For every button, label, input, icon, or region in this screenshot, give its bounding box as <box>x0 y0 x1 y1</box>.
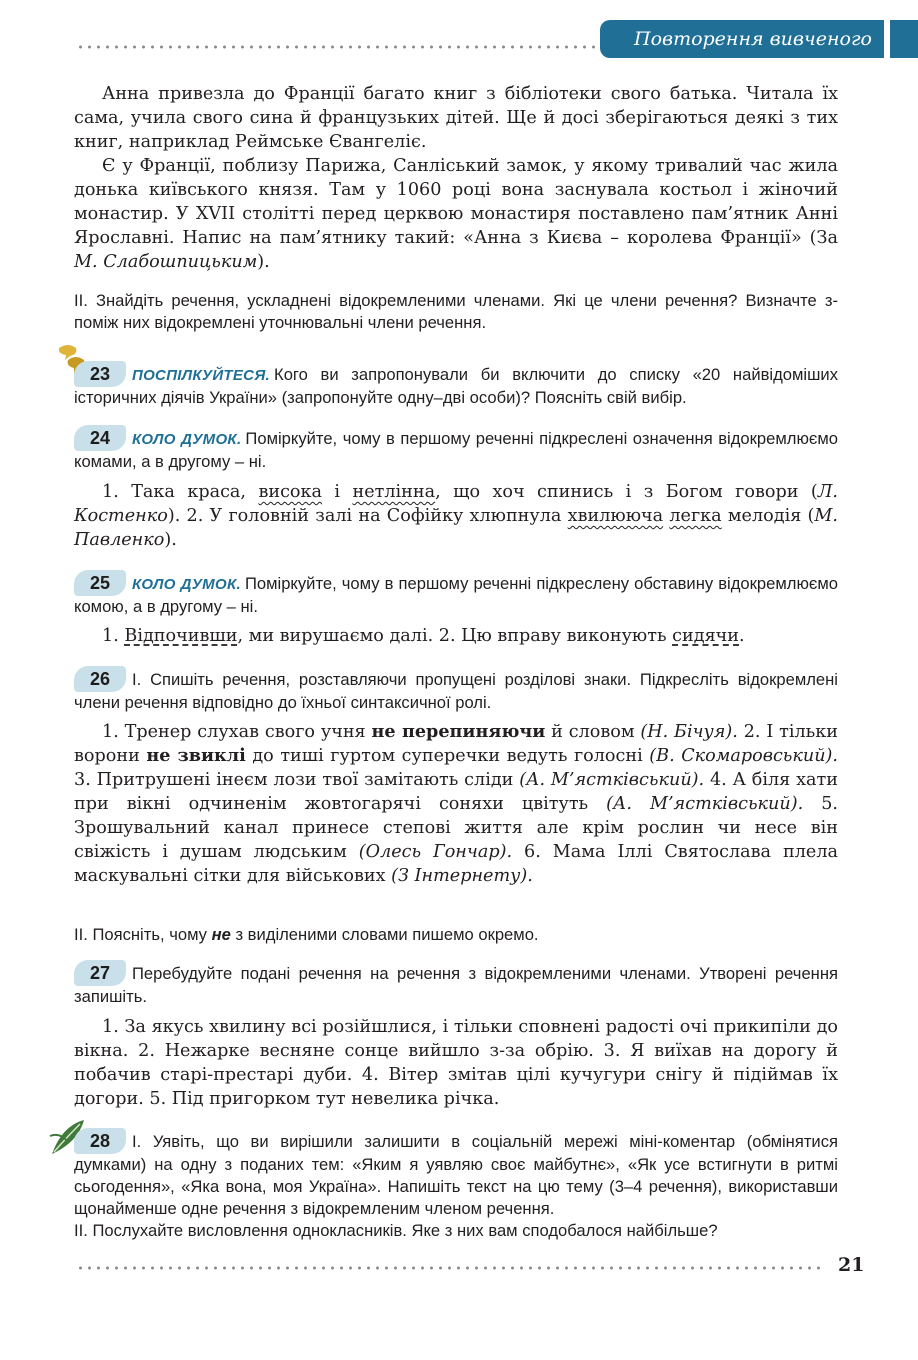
intro-paragraph-2-text: Є у Франції, поблизу Парижа, Санліський замок, у якому тривалий час жила донька київського князя. Там у 1060 році вона заснувала костьол і жіночий монастир. У XVII столітті перед церквою монастиря поставлено пам’ятник Анні Ярославні. Напис на пам’ятнику такий: «Анна з Києва – королева Франції» (За <box>74 156 838 248</box>
source-author: (А. М’ястківський). <box>606 794 804 814</box>
source-author: (В. Скомаровський). <box>649 746 838 766</box>
exercise-tag: КОЛО ДУМОК. <box>132 431 242 448</box>
exercise-24 <box>74 425 838 473</box>
underlined-attribute: легка <box>669 506 722 526</box>
header-dotted-rule <box>76 44 598 50</box>
page-number: 21 <box>838 1254 865 1276</box>
exercise-number-badge: 25 <box>74 570 126 596</box>
highlighted-word: не <box>211 925 231 944</box>
underlined-attribute: нетлінна <box>352 482 436 502</box>
exercise-number-badge: 26 <box>74 666 126 692</box>
exercise-27-sentences <box>74 1015 838 1111</box>
source-author: (А. М’ястківський). <box>519 770 705 790</box>
example-sentences: 1. Тренер слухав свого учня не перепиняючи й словом (Н. Бічуя). 2. І тільки ворони не звиклі до тиші гуртом суперечки ведуть голосні (В. Скомаровський). 3. Притрушені інеєм лози твої замітають сліди (А. М’ястківський). 4. А біля хати при вікні одчиненім жовтогарячі соняхи цвітуть (А. М’ястківський). 5. Зрошувальний канал принесе степові життя але крім рослин чи несе він свіжість і душам людським (Олесь Гончар). 6. Мама Іллі Святослава плела маскувальні сітки для військових (З Інтернету). <box>74 721 838 886</box>
source-author: (Олесь Гончар). <box>358 842 513 862</box>
exercise-text: Кого ви запропонували би включити до списку «20 найвідоміших історичних діячів України» (запропонуйте одну–дві особи)? Поясніть свій вибір. <box>74 365 838 407</box>
exercise-number-badge: 23 <box>74 361 126 387</box>
underlined-attribute: хвилююча <box>567 506 664 526</box>
exercise-26 <box>74 666 838 714</box>
exercise-26-sentences <box>74 720 838 888</box>
exercise-text: Поміркуйте, чому в першому реченні підкреслені означення відокремлюємо комами, а в другому – ні. <box>74 429 838 471</box>
exercise-text: І. Спишіть речення, розставляючи пропущені розділові знаки. Підкресліть відокремлені члени речення відповідно до їхньої синтаксичної ролі. <box>74 670 838 712</box>
exercise-number-badge: 27 <box>74 960 126 986</box>
exercise-tag: ПОСПІЛКУЙТЕСЯ. <box>132 367 271 384</box>
source-author: (З Інтернету). <box>391 866 533 886</box>
example-sentences: 1. Така краса, висока і нетлінна, що хоч спинись і з Богом говори (Л. Костенко). 2. У головній залі на Софійку хлюпнула хвилююча легка мелодія (М. Павленко). <box>74 482 838 550</box>
exercise-text: І. Уявіть, що ви вирішили залишити в соціальній мережі міні-коментар (обмінятися думками) на одну з поданих тем: «Яким я уявляю своє майбутнє», «Як усе встигнути в ритмі сьогодення», «Яка вона, моя Україна». Напишіть текст на цю тему (3–4 речення), використавши щонайменше одне речення з відокремленим членом речення. <box>74 1132 838 1218</box>
exercise-26-task-ii <box>74 924 838 946</box>
exercise-number-badge: 24 <box>74 425 126 451</box>
task-ii-text: ІІ. Знайдіть речення, ускладнені відокремленими членами. Які це члени речення? Визначте з-поміж них відокремлені уточнювальні члени речення. <box>74 291 838 332</box>
exercise-24-sentences <box>74 480 838 552</box>
section-title: Повторення вивченого <box>600 20 884 58</box>
source-author: Л. Костенко <box>74 482 838 526</box>
exercise-text: Перебудуйте подані речення на речення з відокремленими членами. Утворені речення запишіть. <box>74 964 838 1006</box>
intro-paragraph-2 <box>74 154 838 274</box>
exercise-23 <box>74 361 838 409</box>
exercise-27 <box>74 960 838 1008</box>
exercise-number-badge: 28 <box>74 1128 126 1154</box>
example-sentences: 1. Відпочивши, ми вирушаємо далі. 2. Цю вправу виконують сидячи. <box>102 626 745 646</box>
header-accent-bar <box>890 20 918 58</box>
exercise-text: Поміркуйте, чому в першому реченні підкреслену обставину відокремлюємо комою, а в другому – ні. <box>74 574 839 616</box>
exercise-28 <box>74 1128 838 1242</box>
highlighted-phrase: не перепиняючи <box>371 721 546 742</box>
source-author: М. Слабошпицьким <box>74 252 258 272</box>
intro-text <box>74 82 838 274</box>
intro-paragraph-1: Анна привезла до Франції багато книг з бібліотеки свого батька. Читала їх сама, учила свого сина й французьких дітей. Ще й досі зберігаються деякі з тих книг, наприклад Реймське Євангеліє. <box>74 84 838 152</box>
task-ii-text: ІІ. Послухайте висловлення однокласників. Яке з них вам сподобалося найбільше? <box>74 1221 718 1240</box>
underlined-adverbial: Відпочивши <box>124 626 238 646</box>
highlighted-phrase: не звиклі <box>146 745 246 766</box>
underlined-attribute: висока <box>258 482 323 502</box>
example-sentences: 1. За якусь хвилину всі розійшлися, і тільки сповнені радості очі прикипіли до вікна. 2. Нежарке весняне сонце вийшло з-за обрію. 3. Я виїхав на дорогу й побачив старі-престарі дуби. 4. Вітер змітав цілі кучугури снігу й підіймав їх догори. 5. Під пригорком тут невелика річка. <box>74 1017 838 1109</box>
source-author: М. Павленко <box>74 506 838 550</box>
exercise-tag: КОЛО ДУМОК. <box>132 576 241 593</box>
underlined-adverbial: сидячи <box>672 626 740 646</box>
intro-paragraph-2-end: ). <box>257 252 270 272</box>
task-ii-text: ІІ. Поясніть, чому не з виділеними словами пишемо окремо. <box>74 925 539 944</box>
exercise-25 <box>74 570 838 618</box>
task-ii-find-sentences <box>74 290 838 334</box>
footer-dotted-rule <box>76 1265 826 1271</box>
source-author: (Н. Бічуя). <box>640 722 738 742</box>
exercise-25-sentences <box>74 624 838 648</box>
